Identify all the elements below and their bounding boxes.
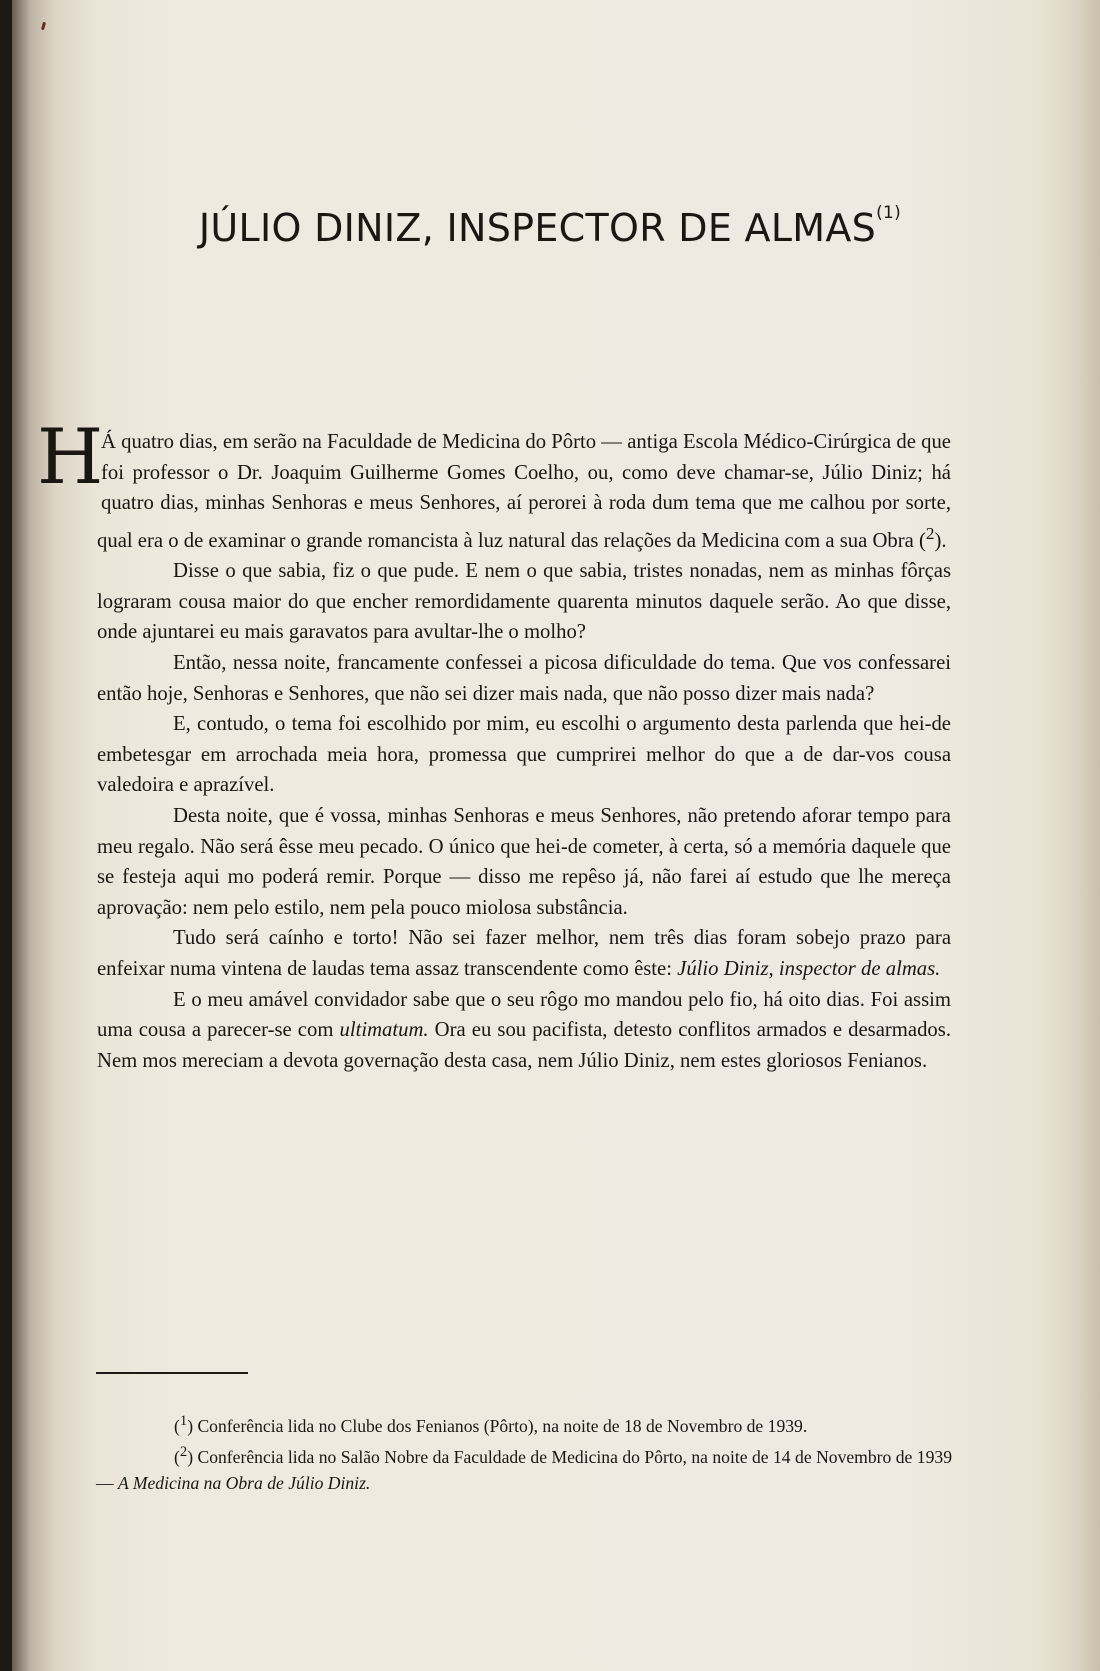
chapter-title bbox=[100, 203, 1000, 250]
text-run: ). bbox=[934, 529, 947, 552]
title-footnote-marker: (1) bbox=[876, 203, 902, 223]
drop-cap: H bbox=[37, 412, 104, 501]
footnote-ref: 2 bbox=[925, 523, 935, 543]
ink-speck bbox=[41, 22, 46, 31]
paragraph-6 bbox=[97, 923, 951, 984]
paragraph-3 bbox=[97, 648, 951, 709]
text-run: Então, nessa noite, francamente confessei a picosa dificuldade do tema. Que vos confessarei então hoje, Senhoras e Senhores, que não sei dizer mais nada, que não posso dizer mais nada? bbox=[97, 652, 951, 705]
text-run: Desta noite, que é vossa, minhas Senhoras e meus Senhores, não pretendo aforar tempo para meu regalo. Não será êsse meu pecado. O único que hei-de cometer, à certa, só a memória daquele que se festeja aqui mo poderá remir. Porque — disso me repêso já, não farei aí estudo que lhe mereça aprovação: nem pelo estilo, nem pela pouco miolosa substância. bbox=[97, 805, 951, 919]
body-text bbox=[37, 412, 951, 1076]
paragraph-1 bbox=[37, 412, 951, 556]
footnotes bbox=[96, 1408, 952, 1496]
text-run: Á quatro dias, em serão na Faculdade de Medicina do Pôrto — antiga Escola Médico-Cirúrgica de que foi professor o Dr. Joaquim Guilherme Gomes Coelho, ou, como deve chamar-se, Júlio Diniz; há quatro dias, minhas Senhoras e meus Senhores, aí perorei à roda dum tema que me calhou por sorte, qual era o de examinar o grande romancista à luz natural das relações da Medicina com a sua Obra ( bbox=[97, 431, 951, 552]
italic-text: Júlio Diniz, inspector de almas. bbox=[677, 957, 941, 980]
footnote-rule bbox=[96, 1372, 248, 1374]
text-run: ( bbox=[174, 1446, 180, 1467]
text-run: Tudo será caínho e torto! Não sei fazer melhor, nem três dias foram sobejo prazo para enfeixar numa vintena de laudas tema assaz transcendente como êste: bbox=[97, 927, 951, 980]
paragraph-5 bbox=[97, 801, 951, 923]
footnote-2 bbox=[96, 1439, 952, 1496]
footnote-ref: 2 bbox=[179, 1443, 188, 1460]
italic-text: A Medicina na Obra de Júlio Diniz. bbox=[118, 1472, 371, 1493]
text-run: Disse o que sabia, fiz o que pude. E nem o que sabia, tristes nonadas, nem as minhas fôrças lograram cousa maior do que encher remordidamente quarenta minutos daquele serão. Ao que disse, onde ajuntarei eu mais garavatos para avultar-lhe o molho? bbox=[97, 560, 951, 644]
italic-text: ultimatum. bbox=[339, 1019, 429, 1042]
book-spine-shadow bbox=[0, 0, 12, 1671]
text-run: ) Conferência lida no Salão Nobre da Faculdade de Medicina do Pôrto, na noite de 14 de Novembro de 1939 — bbox=[96, 1446, 952, 1493]
footnote-1 bbox=[96, 1408, 952, 1439]
footnote-ref: 1 bbox=[179, 1413, 188, 1429]
text-run: Ora eu sou pacifista, detesto conflitos armados e desarmados. Nem mos mereciam a devota governação desta casa, nem Júlio Diniz, nem estes gloriosos Fenianos. bbox=[97, 1019, 951, 1072]
text-run: ) Conferência lida no Clube dos Fenianos (Pôrto), na noite de 18 de Novembro de 1939. bbox=[187, 1415, 808, 1436]
paragraph-7 bbox=[97, 985, 951, 1077]
chapter-title-text: JÚLIO DINIZ, INSPECTOR DE ALMAS bbox=[198, 206, 877, 250]
paragraph-1-text bbox=[97, 431, 951, 552]
paragraph-4 bbox=[97, 709, 951, 801]
paragraph-2 bbox=[97, 556, 951, 648]
text-run: E, contudo, o tema foi escolhido por mim, eu escolhi o argumento desta parlenda que hei-de embetesgar em arrochada meia hora, promessa que cumprirei melhor do que a de dar-vos cousa valedoira e aprazível. bbox=[97, 713, 951, 797]
text-run: ( bbox=[174, 1415, 180, 1436]
text-run: E o meu amável convidador sabe que o seu rôgo mo mandou pelo fio, há oito dias. Foi assim uma cousa a parecer-se com bbox=[97, 988, 951, 1042]
